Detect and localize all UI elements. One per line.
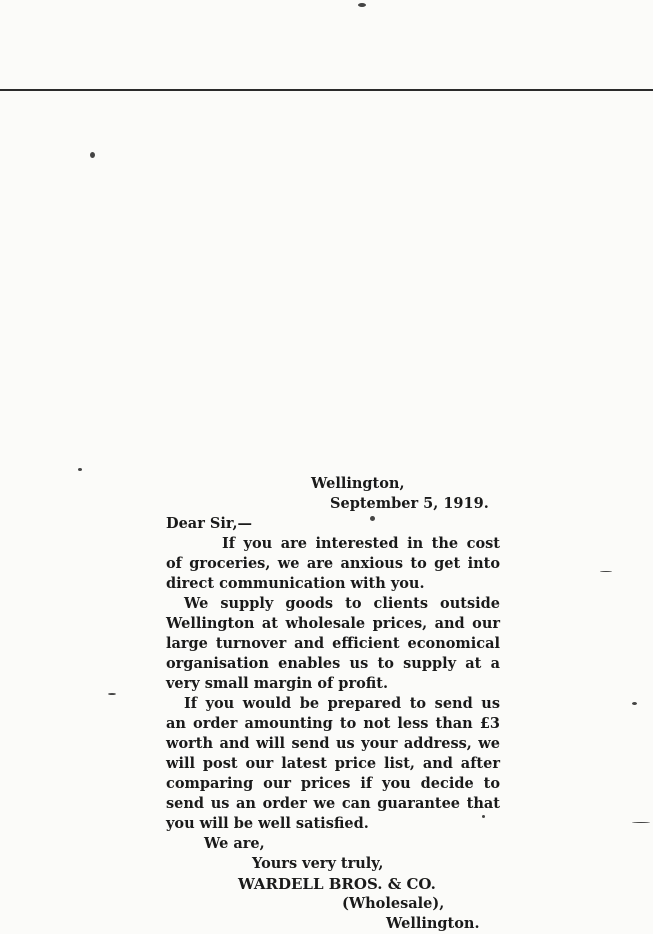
letter-date: September 5, 1919. bbox=[330, 495, 489, 512]
print-speck bbox=[90, 152, 95, 158]
print-speck bbox=[600, 571, 612, 572]
letter bbox=[166, 474, 500, 934]
company-city: Wellington. bbox=[386, 915, 480, 932]
print-speck bbox=[108, 693, 116, 695]
letter-place: Wellington, bbox=[311, 475, 405, 492]
print-speck bbox=[632, 822, 650, 823]
letter-paragraph-1: If you are interested in the cost of groceries, we are anxious to get into direct communication with you. bbox=[166, 535, 500, 592]
letter-salutation: Dear Sir,— bbox=[166, 515, 252, 532]
letter-closing: We are, bbox=[204, 835, 265, 852]
print-speck bbox=[358, 3, 366, 7]
header-rule bbox=[0, 89, 653, 91]
print-speck bbox=[78, 468, 82, 471]
print-speck bbox=[632, 702, 637, 705]
letter-valediction: Yours very truly, bbox=[252, 855, 384, 872]
letter-paragraph-3: If you would be prepared to send us an order amounting to not less than £3 worth and will send us your address, we will post our latest price list, and after comparing our prices if you decide to send us an order we can guarantee that you will be well satisfied. bbox=[166, 695, 500, 832]
company-type: (Wholesale), bbox=[342, 895, 445, 912]
letter-paragraph-2: We supply goods to clients outside Wellington at wholesale prices, and our large turnover and efficient economical organisation enables us to supply at a very small margin of profit. bbox=[166, 595, 500, 692]
company-name: WARDELL BROS. & CO. bbox=[238, 875, 436, 893]
